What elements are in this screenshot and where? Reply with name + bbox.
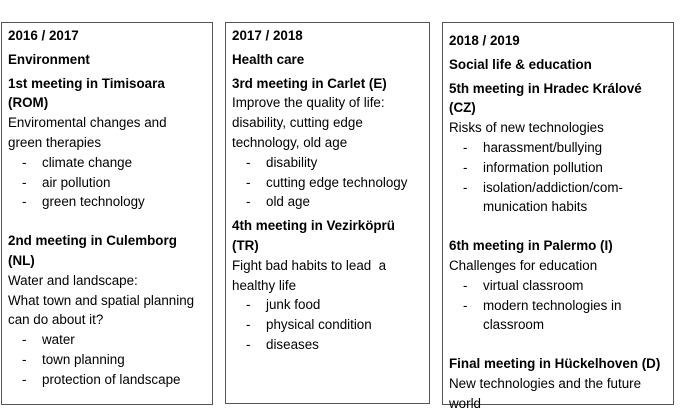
meeting-item-list — [8, 330, 206, 389]
list-item: - harassment/bullying — [463, 138, 667, 158]
meeting-description-line: What town and spatial planning — [8, 292, 195, 308]
meeting-item-list — [232, 295, 423, 354]
list-item: - town planning — [22, 350, 206, 370]
column-2018-2019 — [442, 22, 674, 411]
list-item: - water — [22, 330, 206, 350]
column-2017-2018 — [225, 22, 430, 404]
column-year: 2018 / 2019 — [449, 33, 520, 48]
meeting-description-line: Fight bad habits to lead a — [232, 257, 387, 273]
meeting-title: Final meeting in Hückelhoven (D) — [449, 356, 661, 372]
list-item: - diseases — [246, 335, 423, 355]
list-item: - disability — [246, 153, 423, 173]
meeting-description-line: healthy life — [232, 277, 297, 293]
list-item: - protection of landscape — [22, 370, 206, 390]
meeting-timisoara — [8, 74, 206, 213]
list-item: - old age — [246, 192, 423, 212]
meeting-description-line: Enviromental changes and — [8, 115, 167, 131]
meeting-description-line: Water and landscape: — [8, 272, 138, 288]
list-item: - climate change — [22, 153, 206, 173]
meeting-description-line: disability, cutting edge — [232, 115, 363, 131]
meeting-title: 4th meeting in Vezirköprü (TR) — [232, 218, 395, 253]
meeting-culemborg — [8, 231, 206, 389]
column-year: 2016 / 2017 — [8, 28, 79, 43]
meeting-title: 3rd meeting in Carlet (E) — [232, 75, 387, 91]
meeting-palermo — [449, 236, 667, 335]
list-item: - virtual classroom — [463, 276, 667, 296]
meeting-description-line: New technologies and the future — [449, 375, 642, 391]
meeting-description-line: Challenges for education — [449, 257, 598, 273]
meeting-item-list — [449, 276, 667, 335]
list-item: - physical condition — [246, 315, 423, 335]
meeting-description-line: world — [449, 395, 481, 411]
meeting-item-list — [449, 138, 667, 217]
meeting-title: 1st meeting in Timisoara (ROM) — [8, 75, 165, 111]
meeting-description-line: can do about it? — [8, 312, 104, 328]
meeting-hradec-kralove — [449, 79, 667, 218]
meeting-description-line: green therapies — [8, 134, 102, 150]
meeting-title: 2nd meeting in Culemborg (NL) — [8, 233, 177, 268]
list-item: - isolation/addiction/com- munication habits — [463, 178, 667, 218]
list-item: - information pollution — [463, 158, 667, 178]
list-item: - junk food — [246, 295, 423, 315]
column-topic: Environment — [8, 51, 90, 67]
meeting-item-list — [232, 153, 423, 212]
column-topic: Social life & education — [449, 56, 592, 72]
meeting-description-line: Improve the quality of life: — [232, 95, 385, 111]
list-item: - modern technologies in classroom — [463, 296, 667, 336]
column-year: 2017 / 2018 — [232, 28, 303, 43]
meeting-title: 6th meeting in Palermo (I) — [449, 238, 613, 254]
meeting-vezirkopru — [232, 216, 423, 355]
meeting-title: 5th meeting in Hradec Králové (CZ) — [449, 80, 642, 116]
list-item: - cutting edge technology — [246, 173, 423, 193]
column-2016-2017 — [1, 22, 213, 405]
meeting-huckelhoven — [449, 354, 667, 413]
meeting-description-line: Risks of new technologies — [449, 120, 604, 136]
meeting-item-list — [8, 153, 206, 212]
column-topic: Health care — [232, 51, 305, 67]
meeting-carlet — [232, 74, 423, 213]
list-item: - air pollution — [22, 173, 206, 193]
list-item: - green technology — [22, 192, 206, 212]
meeting-description-line: technology, old age — [232, 134, 348, 150]
